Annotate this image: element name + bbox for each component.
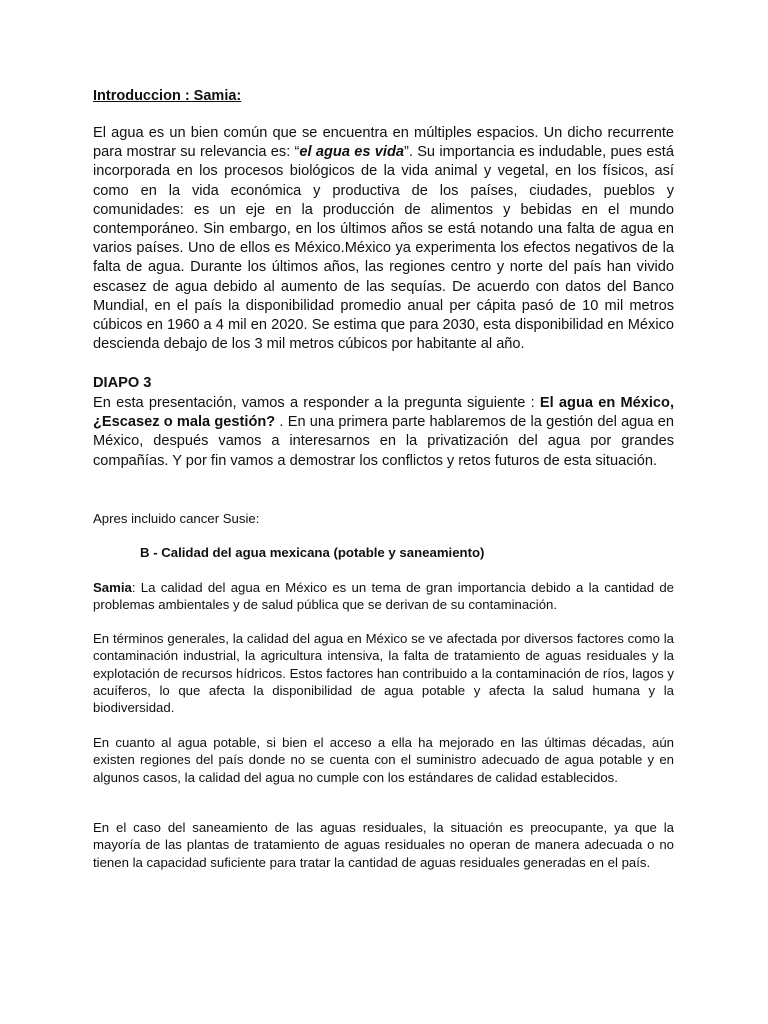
- quality-paragraph-1: [93, 579, 674, 614]
- intro-quote: el agua es vida: [299, 144, 404, 161]
- document-title: Introduccion : Samia:: [93, 88, 242, 104]
- quality-paragraph-2: En términos generales, la calidad del agua en México se ve afectada por diversos factores como la contaminación industrial, la agricultura intensiva, la falta de tratamiento de aguas residuales y la explotación de recursos hídricos. Estos factores han contribuido a la contaminación de ríos, lagos y acuíferos, lo que afecta la disponibilidad de agua potable y afecta la salud humana y la biodiversidad.: [93, 631, 674, 716]
- diapo-text-end: . En una primera parte hablaremos de la gestión del agua en México, después vamos a interesarnos en la privatización del agua por grandes compañías. Y por fin vamos a demostrar los conflictos y retos futuros de esta situación.: [93, 414, 674, 469]
- section-heading: B - Calidad del agua mexicana (potable y saneamiento): [140, 545, 485, 560]
- diapo-question: El agua en México, ¿Escasez o mala gestión?: [93, 395, 675, 431]
- intro-text-start: El agua es un bien común que se encuentra en múltiples espacios. Un dicho recurrente para mostrar su relevancia es: “: [93, 125, 674, 161]
- diapo-heading: DIAPO 3: [93, 375, 152, 391]
- intro-text-end: ”. Su importancia es indudable, pues está incorporada en los procesos biológicos de la vida animal y vegetal, en los físicos, así como en la vida económica y productiva de los países, ciudades, pueblos y comunidades: es un eje en la producción de alimentos y bebidas en el mundo contemporáneo. Sin embargo, en los últimos años se está notando una falta de agua en varios países. Uno de ellos es México.México ya experimenta los efectos negativos de la falta de agua. Durante los últimos años, las regiones centro y norte del país han vivido escasez de agua debido al aumento de las sequías. De acuerdo con datos del Banco Mundial, en el país la disponibilidad promedio anual per cápita pasó de 10 mil metros cúbicos en 1960 a 4 mil en 2020. Se estima que para 2030, esta disponibilidad en México descienda debajo de los 3 mil metros cúbicos por habitante al año.: [93, 144, 674, 353]
- potable-water-paragraph: En cuanto al agua potable, si bien el acceso a ella ha mejorado en las últimas décadas, aún existen regiones del país donde no se cuenta con el suministro adecuado de agua potable y en algunos casos, la calidad del agua no cumple con los estándares de calidad establecidos.: [93, 735, 674, 785]
- diapo-text-start: En esta presentación, vamos a responder a la pregunta siguiente :: [93, 395, 540, 411]
- sanitation-paragraph: En el caso del saneamiento de las aguas residuales, la situación es preocupante, ya que la mayoría de las plantas de tratamiento de aguas residuales no operan de manera adecuada o no tienen la capacidad suficiente para tratar la cantidad de aguas residuales generadas en el país.: [93, 820, 674, 870]
- diapo-paragraph: [93, 394, 674, 471]
- speaker-name: Samia: [93, 580, 132, 595]
- intro-paragraph: [93, 124, 674, 354]
- quality-paragraph-1-text: : La calidad del agua en México es un tema de gran importancia debido a la cantidad de problemas ambientales y de salud pública que se derivan de su contaminación.: [93, 580, 674, 613]
- apres-note: Apres incluido cancer Susie:: [93, 511, 260, 526]
